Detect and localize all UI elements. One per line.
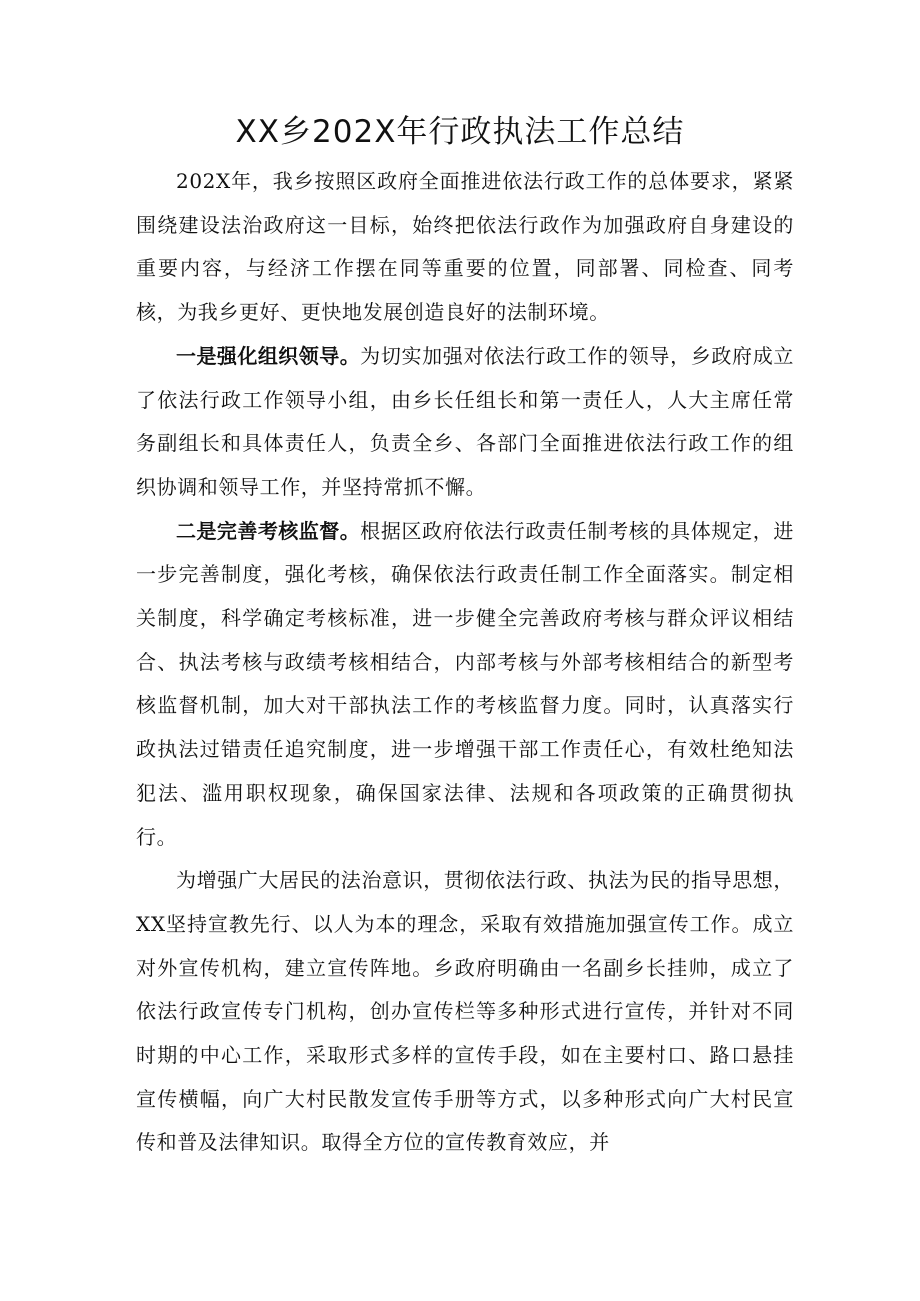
paragraph-intro	[136, 160, 794, 335]
paragraph-lead: 二是完善考核监督。	[176, 518, 361, 543]
paragraph-text: 根据区政府依法行政责任制考核的具体规定，进一步完善制度，强化考核，确保依法行政责任制工作全面落实。制定相关制度，科学确定考核标准，进一步健全完善政府考核与群众评议相结合、执法考核与政绩考核相结合，内部考核与外部考核相结合的新型考核监督机制，加大对干部执法工作的考核监督力度。同时，认真落实行政执法过错责任追究制度，进一步增强干部工作责任心，有效杜绝知法犯法、滥用职权现象，确保国家法律、法规和各项政策的正确贯彻执行。	[136, 518, 794, 849]
paragraph-lead: 一是强化组织领导。	[176, 343, 361, 368]
paragraph-text: 为增强广大居民的法治意识，贯彻依法行政、执法为民的指导思想，XX坚持宣教先行、以人为本的理念，采取有效措施加强宣传工作。成立对外宣传机构，建立宣传阵地。乡政府明确由一名副乡长挂帅，成立了依法行政宣传专门机构，创办宣传栏等多种形式进行宣传，并针对不同时期的中心工作，采取形式多样的宣传手段，如在主要村口、路口悬挂宣传横幅，向广大村民散发宣传手册等方式，以多种形式向广大村民宣传和普及法律知识。取得全方位的宣传教育效应，并	[136, 868, 794, 1155]
document-body	[136, 160, 794, 1165]
paragraph-publicity	[136, 859, 794, 1165]
paragraph-text: 为切实加强对依法行政工作的领导，乡政府成立了依法行政工作领导小组，由乡长任组长和第一责任人，人大主席任常务副组长和具体责任人，负责全乡、各部门全面推进依法行政工作的组织协调和领导工作，并坚持常抓不懈。	[136, 343, 794, 499]
document-title: XX乡202X年行政执法工作总结	[235, 114, 685, 150]
paragraph-organization	[136, 335, 794, 510]
paragraph-text: 202X年，我乡按照区政府全面推进依法行政工作的总体要求，紧紧围绕建设法治政府这一目标，始终把依法行政作为加强政府自身建设的重要内容，与经济工作摆在同等重要的位置，同部署、同检查、同考核，为我乡更好、更快地发展创造良好的法制环境。	[136, 169, 794, 325]
paragraph-supervision	[136, 510, 794, 860]
